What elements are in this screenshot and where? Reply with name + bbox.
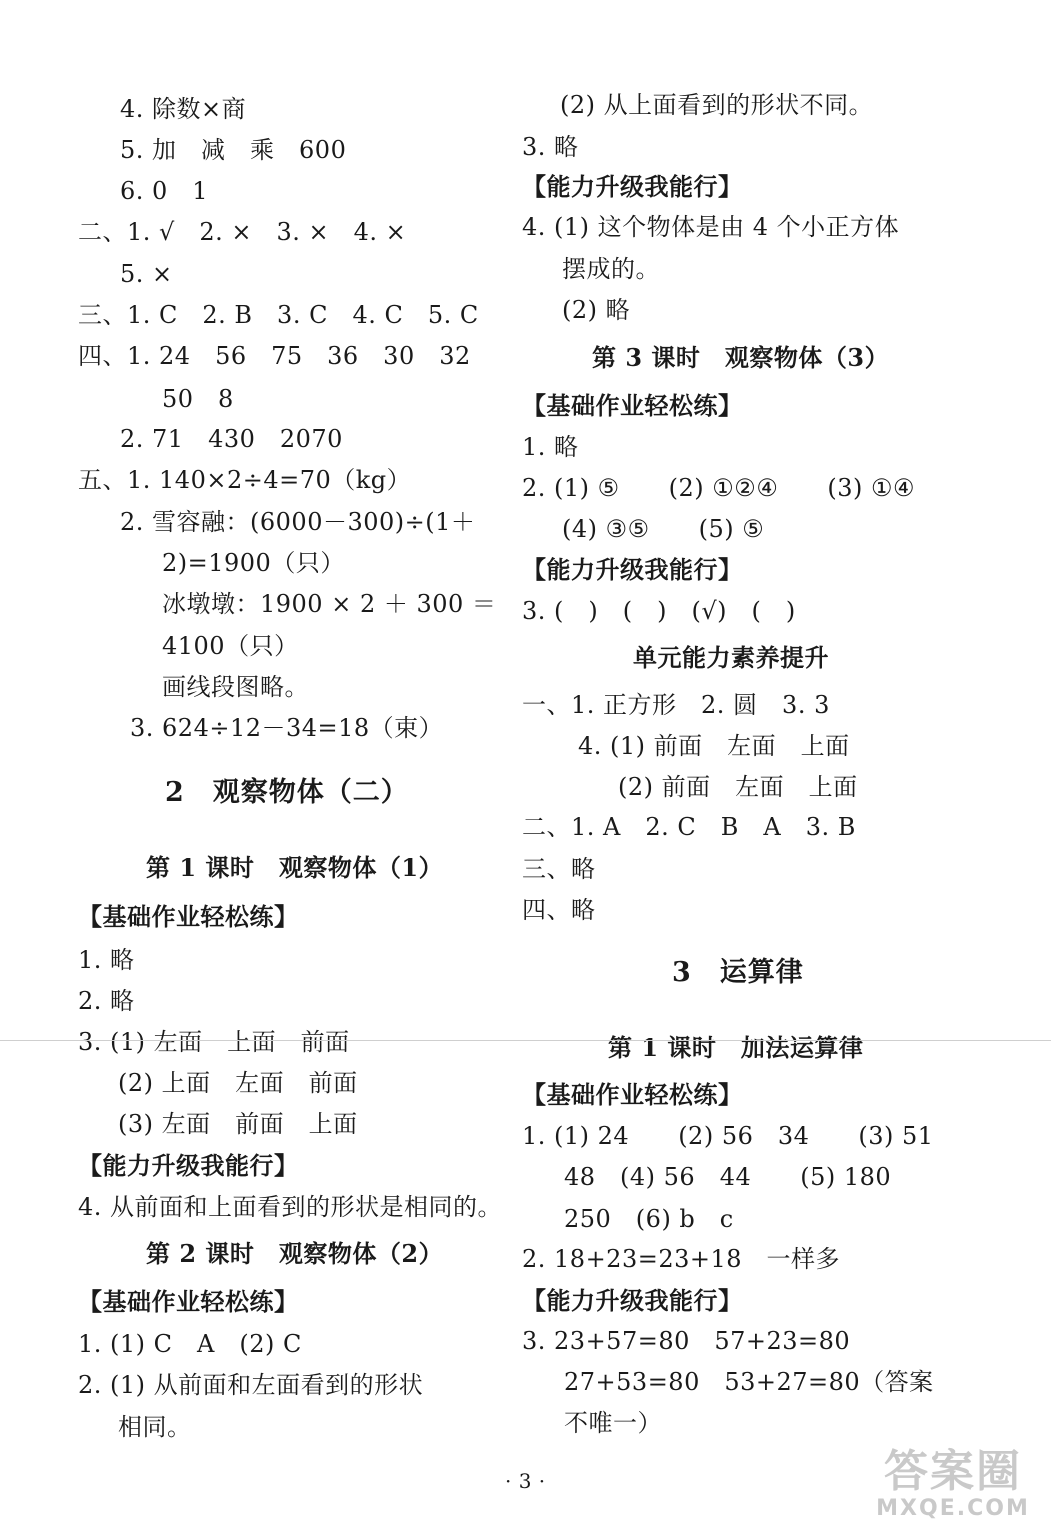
answer-line: 2. 18+23=23+18 一样多 [522,1245,841,1273]
answer-line: 3. ( ) ( ) (√) ( ) [522,597,796,625]
answer-line: 5. × [120,260,173,288]
answer-line: (2) 上面 左面 前面 [118,1069,358,1097]
answer-line: 二、1. √ 2. × 3. × 4. × [78,218,407,246]
answer-line: 2. 雪容融：(6000－300)÷(1＋ [120,508,476,536]
unit-heading: 单元能力素养提升 [633,643,829,672]
answer-line: 4100（只） [162,632,299,660]
answer-line: 3. 略 [522,133,579,161]
section-label: 【基础作业轻松练】 [522,391,743,420]
answer-line: 48 (4) 56 44 (5) 180 [564,1163,892,1191]
answer-line: 相同。 [118,1413,192,1441]
watermark-url: MXQE.COM [876,1496,1030,1521]
answer-line: 50 8 [162,385,234,413]
answer-line: 4. 除数×商 [120,95,247,123]
answer-line: 2)=1900（只） [162,549,345,577]
answer-line: (2) 从上面看到的形状不同。 [560,91,874,119]
section-label: 【基础作业轻松练】 [522,1080,743,1109]
answer-line: 不唯一） [564,1409,662,1437]
lesson-heading: 第 3 课时 观察物体（3） [592,343,890,372]
watermark-logo [863,1448,1043,1530]
chapter-heading: 3 运算律 [672,957,804,988]
answer-line: 2. 71 430 2070 [120,425,343,453]
watermark-text: 答案圈 [884,1446,1022,1497]
lesson-heading: 第 1 课时 观察物体（1） [146,853,444,882]
answer-line: (3) 左面 前面 上面 [118,1110,358,1138]
scan-divider-line [0,1040,1051,1041]
lesson-heading: 第 1 课时 加法运算律 [608,1033,864,1062]
answer-line: 摆成的。 [562,255,660,283]
answer-line: 画线段图略。 [162,673,309,701]
section-label: 【能力升级我能行】 [522,555,743,584]
section-label: 【基础作业轻松练】 [78,1287,299,1316]
answer-line: 1. (1) C A (2) C [78,1330,302,1358]
answer-line: 2. (1) 从前面和左面看到的形状 [78,1371,424,1399]
answer-line: 四、略 [522,896,596,924]
answer-line: (4) ③⑤ (5) ⑤ [562,515,765,543]
answer-line: 二、1. A 2. C B A 3. B [522,813,856,841]
answer-line: 四、1. 24 56 75 36 30 32 [78,342,471,370]
section-label: 【能力升级我能行】 [78,1151,299,1180]
answer-line: 五、1. 140×2÷4=70（kg） [78,466,412,494]
answer-line: (2) 前面 左面 上面 [618,773,858,801]
answer-line: 2. (1) ⑤ (2) ①②④ (3) ①④ [522,474,915,502]
section-label: 【基础作业轻松练】 [78,902,299,931]
answer-line: 3. 23+57=80 57+23=80 [522,1327,851,1355]
answer-line: (2) 略 [562,296,631,324]
lesson-heading: 第 2 课时 观察物体（2） [146,1239,444,1268]
page-number: · 3 · [505,1469,546,1493]
answer-line: 4. 从前面和上面看到的形状是相同的。 [78,1193,503,1221]
chapter-heading: 2 观察物体（二） [165,777,409,808]
answer-line: 4. (1) 这个物体是由 4 个小正方体 [522,213,900,241]
answer-line: 3. (1) 左面 上面 前面 [78,1028,350,1056]
answer-line: 1. 略 [522,433,579,461]
answer-line: 1. 略 [78,946,135,974]
answer-line: 1. (1) 24 (2) 56 34 (3) 51 [522,1122,934,1150]
answer-line: 三、略 [522,855,596,883]
answer-line: 250 (6) b c [564,1205,734,1233]
answer-line: 三、1. C 2. B 3. C 4. C 5. C [78,301,479,329]
section-label: 【能力升级我能行】 [522,172,743,201]
answer-line: 3. 624÷12－34=18（束） [130,714,444,742]
section-label: 【能力升级我能行】 [522,1286,743,1315]
answer-line: 2. 略 [78,987,135,1015]
answer-line: 27+53=80 53+27=80（答案 [564,1368,934,1396]
answer-line: 一、1. 正方形 2. 圆 3. 3 [522,691,830,719]
answer-line: 冰墩墩：1900 × 2 ＋ 300 ＝ [162,590,497,618]
answer-line: 4. (1) 前面 左面 上面 [578,732,850,760]
answer-line: 5. 加 减 乘 600 [120,136,347,164]
answer-line: 6. 0 1 [120,177,209,205]
